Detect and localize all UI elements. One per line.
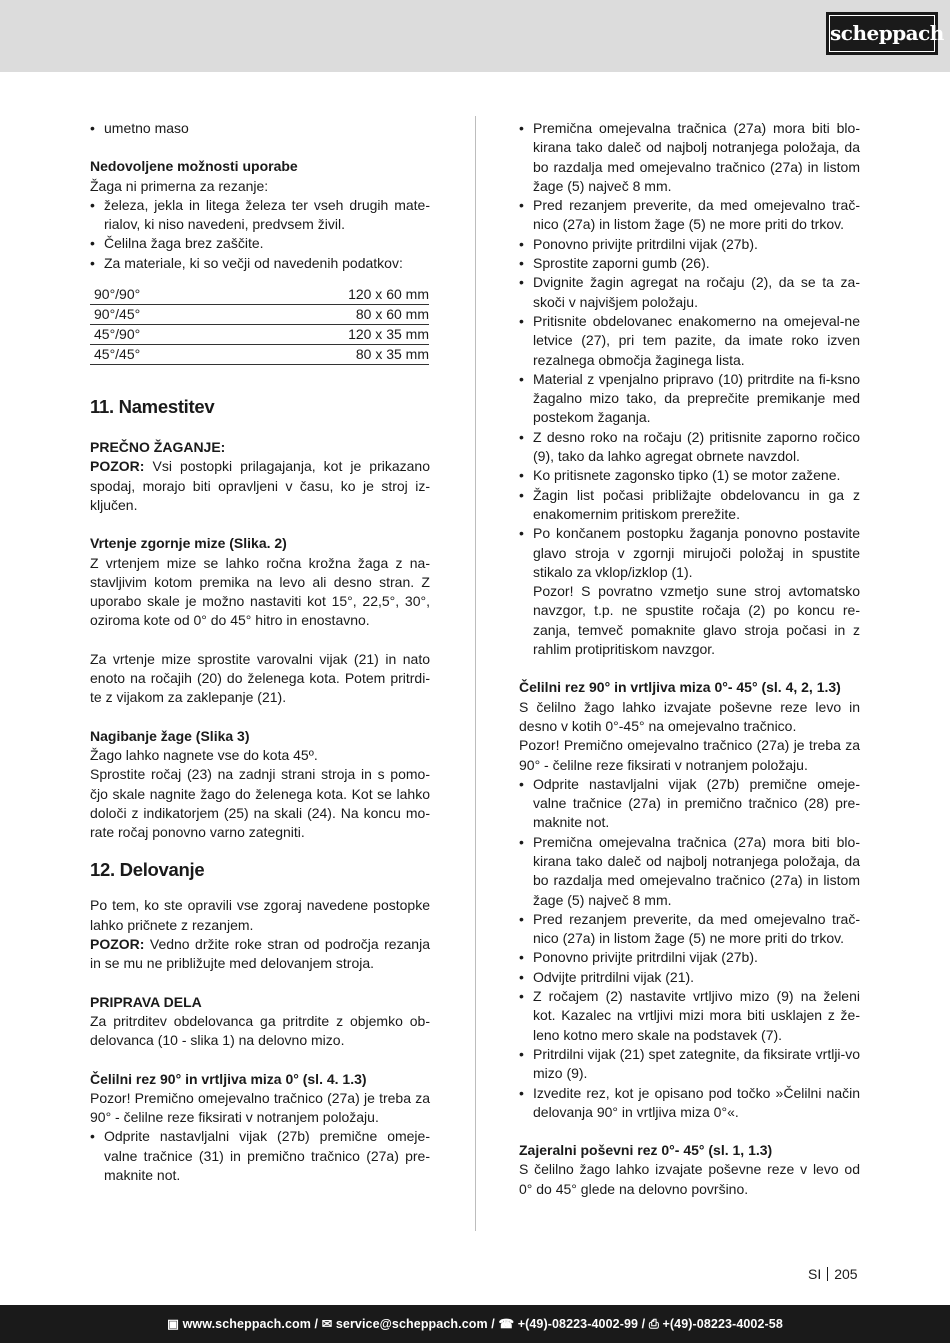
pozor-text: Vsi postopki prilagajanja, kot je prikazano spodaj, morajo biti opravljeni v času, ko je stroj iz-ključen. xyxy=(90,458,430,513)
dimensions-table xyxy=(90,285,429,365)
computer-icon: ▣ xyxy=(167,1317,180,1331)
list-item: • Po končanem postopku žaganja ponovno postavite glavo stroja v zgornji mirujoči položaj in spustite stikalo za vklop/izklop (1). xyxy=(519,524,860,582)
list-item: • Odvijte pritrdilni vijak (21). xyxy=(519,968,860,987)
list-item-continued: Pozor! S povratno vzmetjo sune stroj avtomatsko navzgor, t.p. ne spustite ročaja (2) po koncu re-zanja, temveč pomaknite glavo stroja počasi in z rahlim protipritiskom navzgor. xyxy=(533,583,860,658)
pozor-label: POZOR: xyxy=(90,936,145,953)
list-item: • Ko pritisnete zagonsko tipko (1) se motor zažene. xyxy=(519,466,860,485)
paragraph: Sprostite ročaj (23) na zadnji strani stroja in s pomo-čjo skale nagnite žago do želenega kota. Kot se lahko določi z indikatorjem (25) na skali (24). Na koncu mo-rate ročaj ponovno varno zategniti. xyxy=(90,766,430,841)
paragraph: Z vrtenjem mize se lahko ročna krožna žaga z na-stavljivim kotom premika na levo ali desno stran. Z uporabo skale je možno nastaviti kot 15°, 22,5°, 30°, oziroma kote od 0° do 45° hitro in enostavno. xyxy=(90,554,430,629)
table-row xyxy=(90,345,429,365)
page-number-value: 205 xyxy=(834,1266,858,1282)
list-item: • Čelilna žaga brez zaščite. xyxy=(90,234,430,253)
list-item: • umetno maso xyxy=(90,119,430,138)
heading-zajeralni: Zajeralni poševni rez 0°- 45° (sl. 1, 1.3) xyxy=(519,1142,773,1159)
list-item: • železa, jekla in litega železa ter vseh drugih mate-rialov, ki niso navedeni, predvsem živil. xyxy=(90,196,430,235)
list-item: • Odprite nastavljalni vijak (27b) premične omeje-valne tračnice (31) in premično tračnico (27a) pre-maknite not. xyxy=(90,1127,430,1185)
list-item: • Z ročajem (2) nastavite vrtljivo mizo (9) na želeni kot. Kazalec na vrtljivi mizi mora biti usklajen z že-leno kotno mero skale na podstavek (7). xyxy=(519,987,860,1045)
phone-icon: ☎ xyxy=(498,1317,515,1331)
right-column xyxy=(519,119,860,1199)
list-item: • Pritrdilni vijak (21) spet zategnite, da fiksirate vrtlji-vo mizo (9). xyxy=(519,1045,860,1084)
list-item: • Pritisnite obdelovanec enakomerno na omejeval-ne letvice (27), pri tem pazite, da imate roko izven rezalnega območja žaginega lista. xyxy=(519,312,860,370)
brand-logo-text: scheppach xyxy=(829,15,935,52)
list-item: • Ponovno privijte pritrdilni vijak (27b). xyxy=(519,948,860,967)
heading-nagibanje: Nagibanje žage (Slika 3) xyxy=(90,727,250,744)
footer-bar xyxy=(0,1305,950,1343)
list-not-allowed xyxy=(90,196,430,273)
table-cell-angle: 90°/45° xyxy=(90,305,220,325)
list-item: • Sprostite zaporni gumb (26). xyxy=(519,254,860,273)
footer-website[interactable]: www.scheppach.com / xyxy=(182,1317,319,1331)
list-item: • Premična omejevalna tračnica (27a) mora biti blo-kirana tako daleč od najbolj notranjega položaja, da bo razdalja med omejevalno tračnico (27a) in listom žage (5) največ 8 mm. xyxy=(519,833,860,910)
list-materials xyxy=(90,119,430,138)
envelope-icon: ✉ xyxy=(321,1317,333,1331)
column-divider xyxy=(475,116,476,1231)
list-item: • Material z vpenjalno pripravo (10) pritrdite na fi-ksno žagalno mizo tako, da preprečite premikanje med postekom žaganja. xyxy=(519,370,860,428)
left-column xyxy=(90,119,430,1185)
list-steps xyxy=(519,775,860,1122)
table-cell-angle: 45°/45° xyxy=(90,345,220,365)
table-cell-size: 80 x 35 mm xyxy=(220,345,429,365)
table-cell-size: 120 x 35 mm xyxy=(220,325,429,345)
heading-nedovoljene: Nedovoljene možnosti uporabe xyxy=(90,158,298,175)
heading-priprava: PRIPRAVA DELA xyxy=(90,993,202,1010)
paragraph: Po tem, ko ste opravili vse zgoraj navedene postopke lahko pričnete z rezanjem. xyxy=(90,897,430,933)
section-title-delovanje: 12. Delovanje xyxy=(90,859,205,881)
list-steps xyxy=(519,119,860,659)
list-item: • Dvignite žagin agregat na ročaju (2), da se ta za-skoči v najvišjem položaju. xyxy=(519,273,860,312)
table-cell-angle: 90°/90° xyxy=(90,285,220,305)
table-cell-size: 80 x 60 mm xyxy=(220,305,429,325)
footer-fax: +(49)-08223-4002-58 xyxy=(662,1317,783,1331)
list-item: • Pred rezanjem preverite, da med omejevalno trač-nico (27a) in listom žage (5) ne more priti do trkov. xyxy=(519,910,860,949)
table-row xyxy=(90,285,429,305)
paragraph: S čelilno žago lahko izvajate poševne reze levo in desno v kotih 0°-45° na omejevalno tračnico. xyxy=(519,698,860,734)
page-number xyxy=(808,1265,858,1283)
list-item: • Pred rezanjem preverite, da med omejevalno trač-nico (27a) in listom žage (5) ne more priti do trkov. xyxy=(519,196,860,235)
page-lang: SI xyxy=(808,1266,822,1282)
list-item: • Žagin list počasi približajte obdelovancu in ga z enakomernim pritiskom prerežite. xyxy=(519,486,860,525)
heading-precno: PREČNO ŽAGANJE: xyxy=(90,439,226,456)
list-item: • Ponovno privijte pritrdilni vijak (27b). xyxy=(519,235,860,254)
heading-celilni-rez: Čelilni rez 90° in vrtljiva miza 0° (sl. 4. 1.3) xyxy=(90,1070,367,1087)
fax-icon: ⎙ xyxy=(648,1317,659,1331)
list-item: • Za materiale, ki so večji od navedenih podatkov: xyxy=(90,254,430,273)
paragraph: Žaga ni primerna za rezanje: xyxy=(90,177,269,194)
table-cell-angle: 45°/90° xyxy=(90,325,220,345)
paragraph: S čelilno žago lahko izvajate poševne reze v levo od 0° do 45° glede na delovno površino. xyxy=(519,1161,860,1197)
pozor-label: POZOR: xyxy=(90,458,145,475)
pozor-text: Vedno držite roke stran od področja rezanja in se mu ne približujte med delovanjem stroja. xyxy=(90,936,430,972)
table-row xyxy=(90,305,429,325)
list-item: • Z desno roko na ročaju (2) pritisnite zaporno ročico (9), tako da lahko agregat obrnete navzdol. xyxy=(519,428,860,467)
list-item: • Premična omejevalna tračnica (27a) mora biti blo-kirana tako daleč od najbolj notranjega položaja, da bo razdalja med omejevalno tračnico (27a) in listom žage (5) največ 8 mm. xyxy=(519,119,860,196)
heading-celilni-rez-miza: Čelilni rez 90° in vrtljiva miza 0°- 45° (sl. 4, 2, 1.3) xyxy=(519,679,841,696)
paragraph: Za pritrditev obdelovanca ga pritrdite z objemko ob-delovanca (10 - slika 1) na delovno mizo. xyxy=(90,1012,430,1049)
footer-email[interactable]: service@scheppach.com / xyxy=(335,1317,495,1331)
table-cell-size: 120 x 60 mm xyxy=(220,285,429,305)
paragraph: Za vrtenje mize sprostite varovalni vijak (21) in nato enoto na ročajih (20) do želenega kota. Potem pritrdi-te z vijakom za zaklepanje (21). xyxy=(90,650,430,706)
paragraph-pozor xyxy=(90,457,430,515)
footer-phone: +(49)-08223-4002-99 / xyxy=(517,1317,646,1331)
paragraph: Pozor! Premično omejevalno tračnico (27a) je treba za 90° - čelilne reze fiksirati v notranjem položaju. xyxy=(90,1089,430,1126)
list-item: • Odprite nastavljalni vijak (27b) premične omeje-valne tračnice (27a) in premično tračnico (28) pre-maknite not. xyxy=(519,775,860,833)
list-steps xyxy=(90,1127,430,1185)
list-item: • Izvedite rez, kot je opisano pod točko »Čelilni način delovanja 90° in vrtljiva miza 0°«. xyxy=(519,1084,860,1123)
heading-vrtenje: Vrtenje zgornje mize (Slika. 2) xyxy=(90,535,287,552)
paragraph-pozor xyxy=(90,935,430,974)
paragraph: Žago lahko nagnete vse do kota 45º. xyxy=(90,746,318,763)
section-title-namestitev: 11. Namestitev xyxy=(90,396,215,418)
paragraph: Pozor! Premično omejevalno tračnico (27a) je treba za 90° - čelilne reze fiksirati v notranjem položaju. xyxy=(519,737,860,773)
header-bar xyxy=(0,0,950,72)
table-row xyxy=(90,325,429,345)
brand-logo xyxy=(826,12,944,55)
